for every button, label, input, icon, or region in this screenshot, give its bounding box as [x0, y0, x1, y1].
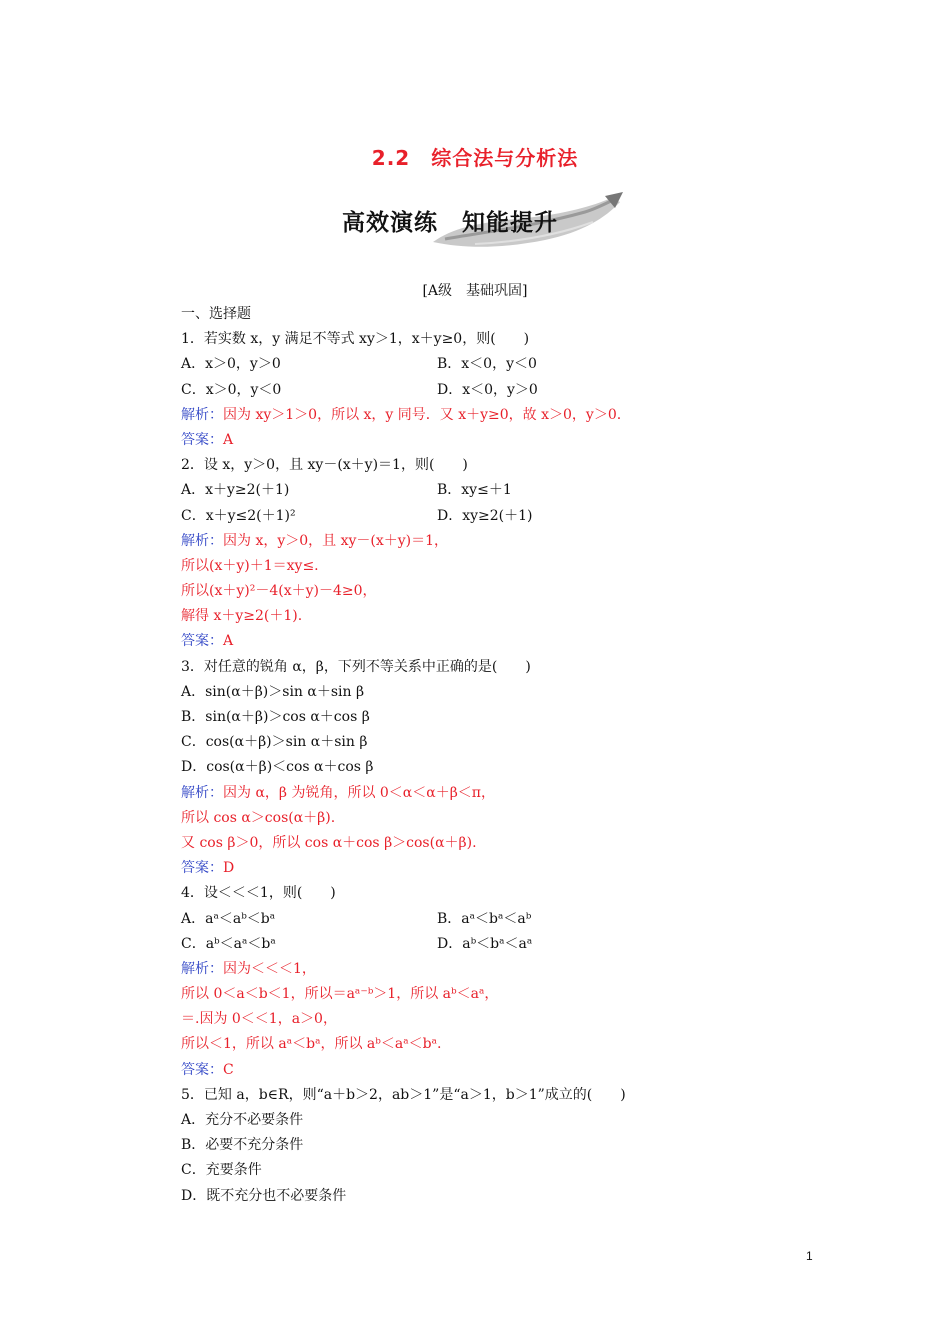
q4-option-b: B．aᵃ＜bᵃ＜aᵇ [437, 910, 532, 927]
level-heading: [A级 基础巩固] [422, 283, 528, 299]
q3-answer-value: D [223, 860, 235, 877]
q1-solution [181, 403, 741, 428]
q2-option-b: B．xy≤＋1 [437, 482, 512, 499]
answer-label: 答案： [181, 860, 223, 877]
q1-options-row1 [181, 352, 741, 377]
q2-option-c: C．x＋y≤2(＋1)² [181, 507, 296, 524]
q3-solution [181, 781, 741, 806]
q4-options-row1 [181, 907, 741, 932]
q3-stem: 3．对任意的锐角 α，β，下列不等关系中正确的是( ) [181, 658, 531, 675]
q4-option-a: A．aᵃ＜aᵇ＜bᵃ [181, 910, 276, 927]
q4-answer-value: C [223, 1061, 234, 1078]
q2-solution-line3: 所以(x＋y)²－4(x＋y)－4≥0， [181, 583, 377, 600]
section-banner [325, 192, 625, 256]
solution-label: 解析： [181, 784, 223, 801]
q1-option-a: A．x＞0，y＞0 [181, 356, 281, 373]
q3-solution-line3: 又 cos β＞0，所以 cos α＋cos β＞cos(α＋β). [181, 834, 477, 851]
q3-option-c: C．cos(α＋β)＞sin α＋sin β [181, 734, 368, 751]
q2-stem: 2．设 x，y＞0，且 xy－(x＋y)＝1，则( ) [181, 457, 468, 474]
page-number: 1 [806, 1249, 813, 1263]
q4-options-row2 [181, 932, 741, 957]
answer-label: 答案： [181, 431, 223, 448]
q1-option-d: D．x＜0，y＞0 [437, 381, 538, 398]
q3-solution-line2: 所以 cos α＞cos(α＋β). [181, 809, 336, 826]
q1-stem: 1．若实数 x，y 满足不等式 xy＞1，x＋y≥0，则( ) [181, 331, 530, 348]
solution-label: 解析： [181, 532, 223, 549]
q5-option-a: A．充分不必要条件 [181, 1112, 304, 1128]
q1-options-row2 [181, 378, 741, 403]
q4-stem: 4．设＜＜＜1，则( ) [181, 885, 336, 902]
q5-stem: 5．已知 a，b∈R，则“a＋b＞2，ab＞1”是“a＞1，b＞1”成立的( ) [181, 1086, 626, 1103]
q2-option-d: D．xy≥2(＋1) [437, 507, 533, 524]
q1-option-b: B．x＜0，y＜0 [437, 356, 537, 373]
q3-option-b: B．sin(α＋β)＞cos α＋cos β [181, 709, 370, 725]
q2-options-row1 [181, 478, 741, 503]
q4-solution [181, 957, 741, 982]
q2-options-row2 [181, 504, 741, 529]
page-title: 2.2 综合法与分析法 [371, 146, 579, 170]
banner-text: 高效演练 知能提升 [342, 210, 558, 236]
section-heading: 一、选择题 [181, 306, 251, 322]
q4-solution-line3: ＝.因为 0＜＜1，a＞0， [181, 1011, 337, 1028]
q2-answer [181, 629, 741, 654]
q1-answer-value: A [223, 431, 234, 448]
q2-solution [181, 529, 741, 554]
answer-label: 答案： [181, 633, 223, 650]
q4-solution-text: 因为＜＜＜1， [223, 960, 316, 977]
q2-answer-value: A [223, 633, 234, 650]
q4-option-c: C．aᵇ＜aᵃ＜bᵃ [181, 935, 276, 952]
q2-option-a: A．x＋y≥2(＋1) [181, 482, 290, 499]
q5-option-d: D．既不充分也不必要条件 [181, 1187, 347, 1204]
q1-answer [181, 428, 741, 453]
q2-solution-line4: 解得 x＋y≥2(＋1). [181, 608, 303, 625]
q2-solution-text: 因为 x，y＞0，且 xy－(x＋y)＝1， [223, 532, 449, 549]
exercise-content [181, 302, 741, 1209]
q5-option-c: C．充要条件 [181, 1162, 262, 1179]
q3-answer [181, 856, 741, 881]
q4-answer [181, 1058, 741, 1083]
q5-option-b: B．必要不充分条件 [181, 1137, 304, 1154]
q1-solution-text: 因为 xy＞1＞0，所以 x，y 同号．又 x＋y≥0，故 x＞0，y＞0. [223, 406, 622, 423]
q4-option-d: D．aᵇ＜bᵃ＜aᵃ [437, 935, 533, 952]
q2-solution-line2: 所以(x＋y)＋1＝xy≤. [181, 557, 319, 574]
q3-solution-text: 因为 α，β 为锐角，所以 0＜α＜α＋β＜π， [223, 784, 496, 801]
q3-option-a: A．sin(α＋β)＞sin α＋sin β [181, 683, 365, 700]
q1-option-c: C．x＞0，y＜0 [181, 381, 282, 398]
q3-option-d: D．cos(α＋β)＜cos α＋cos β [181, 759, 374, 776]
solution-label: 解析： [181, 406, 223, 423]
q4-solution-line4: 所以＜1，所以 aᵃ＜bᵃ，所以 aᵇ＜aᵃ＜bᵃ. [181, 1036, 442, 1053]
solution-label: 解析： [181, 960, 223, 977]
q4-solution-line2: 所以 0＜a＜b＜1，所以＝aᵃ⁻ᵇ＞1，所以 aᵇ＜aᵃ， [181, 986, 499, 1003]
answer-label: 答案： [181, 1061, 223, 1078]
